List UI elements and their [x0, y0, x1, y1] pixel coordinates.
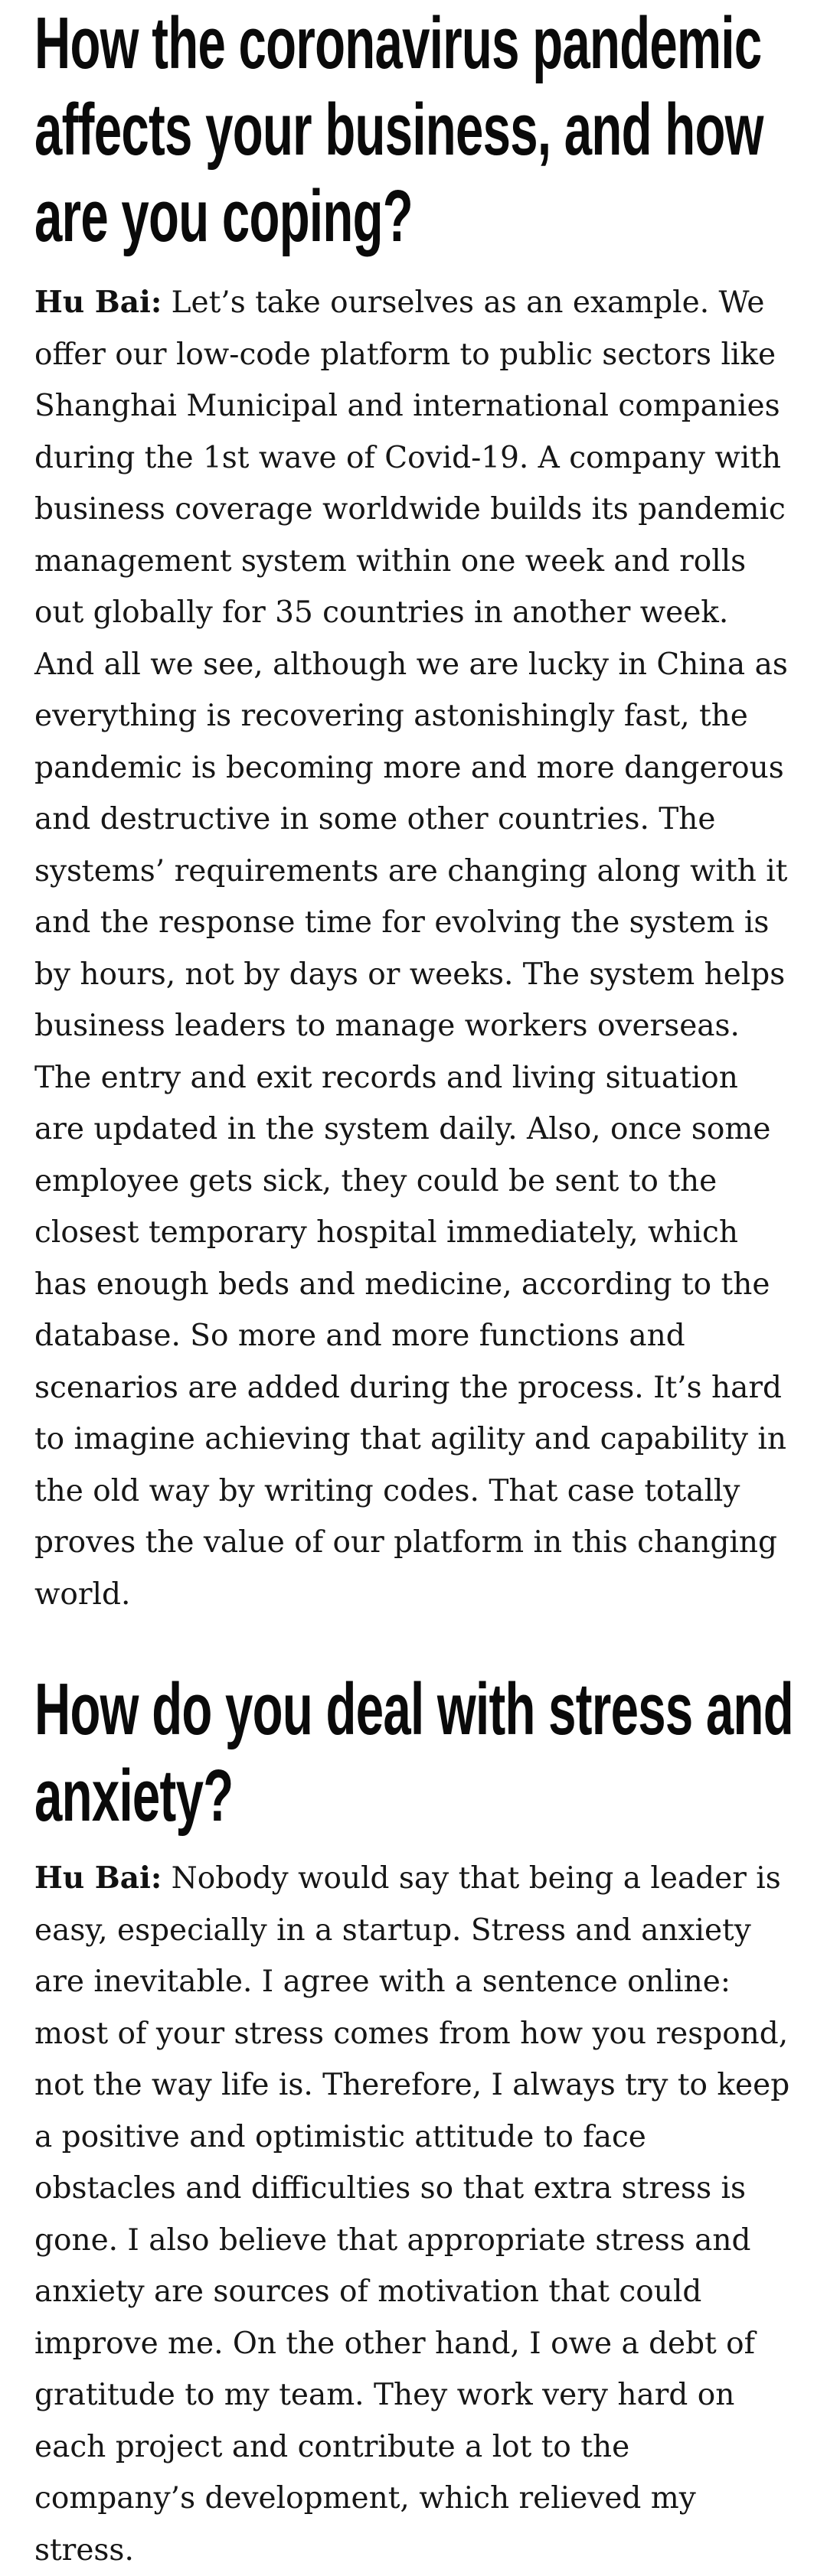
question-1-heading	[34, 0, 827, 259]
answer-2-text: Nobody would say that being a leader is easy, especially in a startup. Stress and anxiety are inevitable. I agree with a sentence online: most of your stress comes from how you respond, not the way life is. Therefore, I always try to keep a positive and optimistic attitude to face obstacles and difficulties so that extra stress is gone. I also believe that appropriate stress and anxiety are sources of motivation that could improve me. On the other hand, I owe a debt of gratitude to my team. They work very hard on each project and contribute a lot to the company’s development, which relieved my stress.	[34, 1861, 790, 2568]
answer-1-text: Let’s take ourselves as an example. We offer our low-code platform to public sectors like Shanghai Municipal and international companies during the 1st wave of Covid-19. A company with business coverage worldwide builds its pandemic management system within one week and rolls out globally for 35 countries in another week. And all we see, although we are lucky in China as everything is recovering astonishingly fast, the pandemic is becoming more and more dangerous and destructive in some other countries. The systems’ requirements are changing along with it and the response time for evolving the system is by hours, not by days or weeks. The system helps business leaders to manage workers overseas. The entry and exit records and living situation are updated in the system daily. Also, once some employee gets sick, they could be sent to the closest temporary hospital immediately, which has enough beds and medicine, according to the database. So more and more functions and scenarios are added during the process. It’s hard to imagine achieving that agility and capability in the old way by writing codes. That case totally proves the value of our platform in this changing world.	[34, 285, 788, 1612]
answer-1-paragraph	[34, 277, 793, 1620]
heading-line: anxiety?	[34, 1755, 234, 1837]
section-question-1	[34, 0, 793, 1620]
question-2-heading	[34, 1666, 827, 1839]
heading-line: are you coping?	[34, 175, 413, 257]
heading-line: affects your business, and how	[34, 89, 763, 171]
answer-2-paragraph	[34, 1853, 793, 2576]
speaker-name: Hu Bai:	[34, 285, 162, 320]
speaker-name: Hu Bai:	[34, 1860, 162, 1896]
heading-line: How the coronavirus pandemic	[34, 2, 762, 84]
heading-line: How do you deal with stress and	[34, 1668, 793, 1750]
interview-article	[34, 0, 793, 2576]
section-question-2	[34, 1666, 793, 2576]
